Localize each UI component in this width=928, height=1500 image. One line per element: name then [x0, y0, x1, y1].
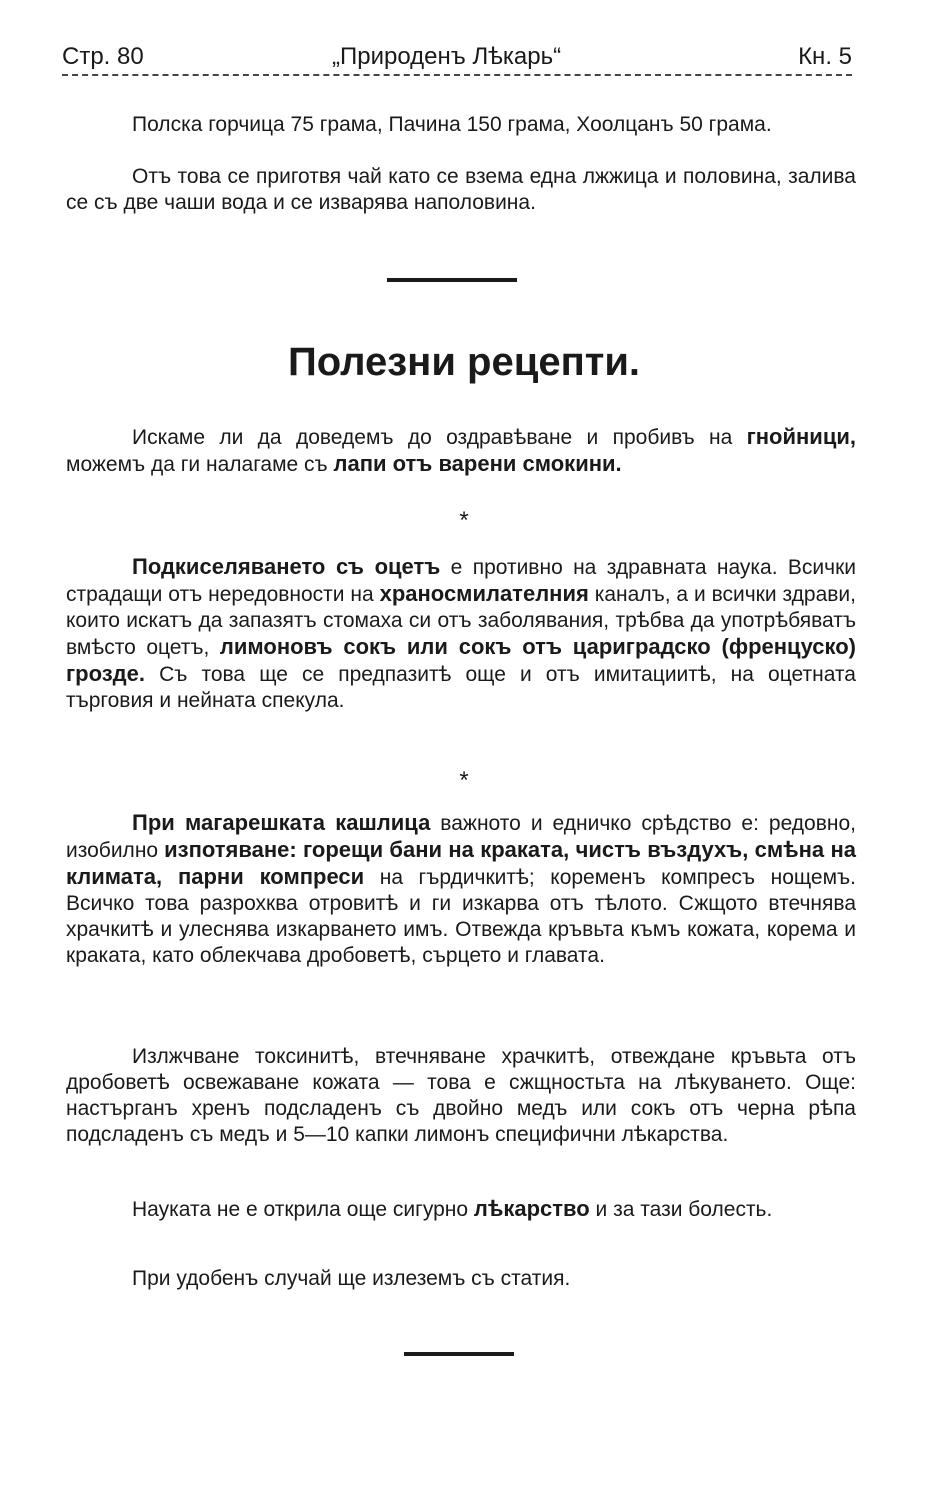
- separator-star-2: *: [459, 767, 469, 794]
- header-rule: [62, 74, 852, 76]
- vinegar-bold-3: лимоновъ сокъ или сокъ отъ цариградско (френцуско) грозде.: [66, 634, 856, 686]
- science-text-1: Науката не е открила още сигурно: [132, 1198, 474, 1221]
- science-bold-1: лѣкарство: [473, 1196, 590, 1221]
- vinegar-text-2: каналъ, а и всички здрави, които искатъ да запазятъ стомаха си отъ заболявания, трѣбва да употрѣбяватъ вмѣсто оцетъ,: [66, 583, 856, 659]
- science-paragraph: [66, 1196, 856, 1223]
- running-header: [62, 38, 852, 78]
- recipe-figs-bold-2: лапи отъ варени смокини.: [333, 451, 622, 476]
- cough-text-2: на гърдичкитѣ; корeменъ компресъ нощемъ. Всичко това разрохква отровитѣ и ги изкарва отъ тѣлото. Сжщото втечнява храчкитѣ и улеснява изкарването имъ. Отвежда кръвьта къмъ кожата, корема и краката, като облекчава дробоветѣ, сърцето и главата.: [66, 866, 856, 967]
- vinegar-text-3: Съ това ще се предпазитѣ още и отъ имитациитѣ, на оцетната търговия и нейната спекула.: [66, 663, 856, 712]
- section-divider-top: [387, 278, 517, 282]
- cough-bold-1: При магарешката кашлица: [132, 810, 431, 835]
- separator-star-1: *: [459, 507, 469, 534]
- vinegar-bold-2: храносмилателния: [379, 581, 589, 606]
- vinegar-bold-1: Подкиселяването съ оцетъ: [132, 554, 441, 579]
- closing-paragraph: При удобенъ случай ще излеземъ съ статия.: [132, 1267, 571, 1290]
- whooping-cough-paragraph: [66, 810, 856, 969]
- intro-paragraph-1: Полска горчица 75 грама, Пачина 150 грама, Хоолцанъ 50 грама.: [132, 113, 772, 136]
- issue-number: Кн. 5: [798, 43, 852, 70]
- science-text-2: и за тази болесть.: [589, 1198, 773, 1221]
- intro-paragraph-2: Отъ това се приготвя чай като се взема една лжжица и половина, залива се съ две чаши вода и се изварява наполовина.: [66, 165, 856, 214]
- recipe-figs-text-1: Искаме ли да доведемъ до оздравѣване и пробивъ на: [132, 426, 747, 449]
- section-divider-bottom: [404, 1352, 514, 1356]
- cough-bold-2: изпотяване: горещи бани на краката, чистъ въздухъ, смѣна на климата, парни компреси: [66, 837, 856, 889]
- vinegar-text-1: е противно на здравната наука. Всички страдащи отъ нередовности на: [66, 556, 856, 606]
- recipe-figs-bold-1: гнойници,: [746, 424, 856, 449]
- journal-title: „Природенъ Лѣкарь“: [332, 43, 562, 70]
- recipe-figs-text-2: можемъ да ги налагаме съ: [66, 453, 334, 476]
- page-number: Стр. 80: [62, 43, 144, 70]
- section-title: Полезни рецепти.: [287, 340, 641, 384]
- cough-text-1: важното и едничко срѣдство е: редовно, изобилно: [66, 812, 856, 862]
- recipe-figs-paragraph: [66, 424, 856, 478]
- vinegar-paragraph: [66, 554, 856, 714]
- toxins-paragraph: Излжчване токсинитѣ, втечняване храчкитѣ, отвеждане кръвьта отъ дробоветѣ освежаване кожата — това е сжщностьта на лѣкуването. Още: настърганъ хренъ подсладенъ съ двойно медъ или сокъ отъ черна рѣпа подсладенъ съ медъ и 5—10 капки лимонъ специфични лѣкарства.: [66, 1045, 856, 1146]
